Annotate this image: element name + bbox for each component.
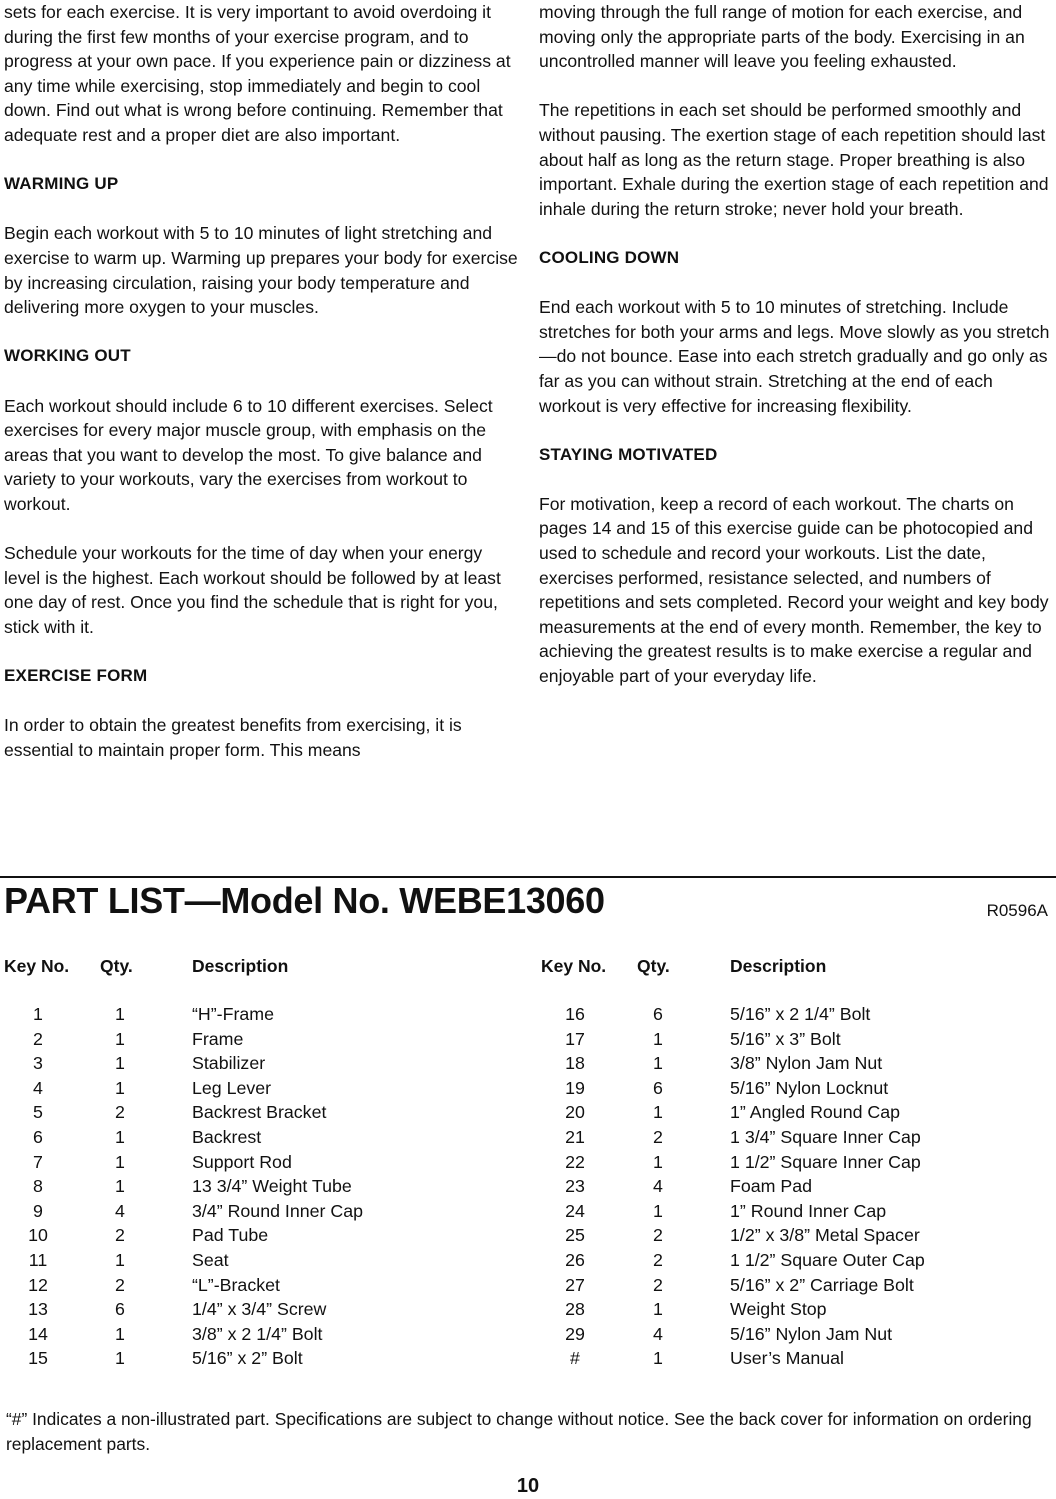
part-row — [0, 1248, 520, 1273]
part-row — [537, 1273, 1056, 1298]
part-list-footnote: “#” Indicates a non-illustrated part. Specifications are subject to change without notice. See the back cover for information on ordering replacement parts. — [6, 1409, 1032, 1454]
key-no-header: Key No. — [4, 956, 70, 976]
part-list-title: PART LIST—Model No. WEBE13060 — [4, 880, 605, 921]
working-out-heading: WORKING OUT — [4, 346, 131, 366]
part-description: Seat — [192, 1249, 229, 1270]
part-key-no: 4 — [33, 1077, 43, 1098]
part-description: 5/16” Nylon Jam Nut — [730, 1323, 893, 1344]
part-description: 1/4” x 3/4” Screw — [192, 1299, 327, 1320]
part-row — [537, 1027, 1056, 1052]
part-qty: 1 — [115, 1004, 125, 1024]
part-qty: 1 — [653, 1053, 663, 1074]
part-qty: 1 — [653, 1299, 663, 1320]
part-row — [537, 1100, 1056, 1125]
part-description: 13 3/4” Weight Tube — [192, 1176, 352, 1197]
part-row — [0, 1174, 520, 1199]
part-key-no: 2 — [33, 1028, 43, 1049]
part-description: Stabilizer — [192, 1053, 266, 1074]
part-description: Frame — [192, 1028, 244, 1049]
part-row — [537, 1051, 1056, 1076]
part-description: User’s Manual — [730, 1348, 844, 1369]
page-number: 10 — [516, 1475, 540, 1497]
description-header: Description — [192, 956, 289, 976]
part-key-no: 15 — [28, 1348, 48, 1369]
warming-up-heading: WARMING UP — [4, 174, 119, 194]
part-description: Leg Lever — [192, 1077, 272, 1098]
part-qty: 2 — [115, 1102, 125, 1123]
part-key-no: 1 — [33, 1004, 43, 1024]
part-key-no: 3 — [33, 1053, 43, 1074]
exercise-form-paragraph: In order to obtain the greatest benefits from exercising, it is essential to maintain proper form. This means — [4, 715, 462, 760]
part-row — [537, 1199, 1056, 1224]
part-key-no: 26 — [565, 1249, 585, 1270]
part-qty: 1 — [653, 1151, 663, 1172]
part-key-no: # — [570, 1348, 580, 1369]
part-row — [0, 1297, 520, 1322]
part-row — [0, 1346, 520, 1371]
part-qty: 4 — [115, 1200, 125, 1221]
part-key-no: 7 — [33, 1151, 43, 1172]
part-qty: 2 — [653, 1274, 663, 1295]
part-description: 3/8” x 2 1/4” Bolt — [192, 1323, 323, 1344]
part-description: 5/16” x 3” Bolt — [730, 1028, 841, 1049]
part-table-header — [537, 954, 1056, 1002]
part-rows-right — [537, 1002, 1056, 1371]
part-qty: 6 — [653, 1077, 663, 1098]
intro-paragraph: sets for each exercise. It is very important to avoid overdoing it during the first few months of your exercise program, and to progress at your own pace. If you experience pain or dizziness at any time while exercising, stop immediately and begin to cool down. Find out what is wrong before continuing. Remember that adequate rest and a proper diet are also important. — [4, 2, 511, 145]
part-qty: 1 — [115, 1249, 125, 1270]
part-key-no: 23 — [565, 1176, 585, 1197]
part-description: “H”-Frame — [192, 1004, 274, 1024]
exercise-form-heading: EXERCISE FORM — [4, 666, 148, 686]
part-row — [537, 1002, 1056, 1027]
part-key-no: 6 — [33, 1126, 43, 1147]
part-key-no: 27 — [565, 1274, 585, 1295]
part-description: 3/8” Nylon Jam Nut — [730, 1053, 883, 1074]
part-row — [0, 1199, 520, 1224]
part-qty: 1 — [115, 1176, 125, 1197]
part-description: 1/2” x 3/8” Metal Spacer — [730, 1225, 920, 1246]
part-key-no: 21 — [565, 1126, 585, 1147]
part-description: 1” Round Inner Cap — [730, 1200, 887, 1221]
part-qty: 1 — [653, 1102, 663, 1123]
part-description: Pad Tube — [192, 1225, 269, 1246]
part-row — [0, 1027, 520, 1052]
part-key-no: 17 — [565, 1028, 585, 1049]
part-key-no: 9 — [33, 1200, 43, 1221]
part-row — [0, 1322, 520, 1347]
part-qty: 1 — [653, 1028, 663, 1049]
staying-motivated-paragraph: For motivation, keep a record of each workout. The charts on pages 14 and 15 of this exercise guide can be photocopied and used to schedule and record your workouts. List the date, exercises performed, resistance selected, and numbers of repetitions and sets completed. Record your weight and key body measurements at the end of every month. Remember, the key to achieving the greatest results is to make exercise a regular and enjoyable part of your everyday life. — [539, 493, 1049, 687]
part-qty: 1 — [115, 1077, 125, 1098]
part-list-code: R0596A — [986, 901, 1048, 920]
part-description: Weight Stop — [730, 1299, 827, 1320]
part-qty: 1 — [115, 1151, 125, 1172]
part-qty: 2 — [653, 1126, 663, 1147]
part-key-no: 10 — [28, 1225, 48, 1246]
part-row — [0, 1150, 520, 1175]
part-row — [0, 1100, 520, 1125]
part-qty: 2 — [653, 1225, 663, 1246]
part-description: 5/16” x 2 1/4” Bolt — [730, 1004, 871, 1024]
part-qty: 2 — [115, 1225, 125, 1246]
qty-header: Qty. — [100, 956, 133, 976]
part-key-no: 8 — [33, 1176, 43, 1197]
part-key-no: 5 — [33, 1102, 43, 1123]
part-rows-left — [0, 1002, 520, 1371]
part-key-no: 11 — [28, 1249, 48, 1270]
part-qty: 1 — [115, 1126, 125, 1147]
part-qty: 4 — [653, 1176, 663, 1197]
exercise-form-continued-paragraph: moving through the full range of motion for each exercise, and moving only the appropriate parts of the body. Exercising in an uncontrolled manner will leave you feeling exhausted. — [539, 2, 1025, 72]
part-row — [537, 1223, 1056, 1248]
part-description: 1 1/2” Square Inner Cap — [730, 1151, 921, 1172]
section-divider — [0, 876, 1056, 878]
part-row — [537, 1174, 1056, 1199]
part-table-left — [0, 954, 520, 1371]
key-no-header: Key No. — [541, 956, 607, 976]
part-row — [0, 1125, 520, 1150]
part-row — [0, 1002, 520, 1027]
part-description: “L”-Bracket — [192, 1274, 280, 1295]
part-description: Support Rod — [192, 1151, 292, 1172]
part-qty: 1 — [115, 1028, 125, 1049]
description-header: Description — [730, 956, 827, 976]
part-qty: 2 — [115, 1274, 125, 1295]
part-description: 1 1/2” Square Outer Cap — [730, 1249, 925, 1270]
part-qty: 1 — [653, 1348, 663, 1369]
working-out-paragraph-1: Each workout should include 6 to 10 different exercises. Select exercises for every major muscle group, with emphasis on the areas that you want to develop the most. To give balance and variety to your workouts, vary the exercises from workout to workout. — [4, 395, 493, 514]
part-key-no: 22 — [565, 1151, 585, 1172]
part-row — [537, 1125, 1056, 1150]
part-description: 5/16” x 2” Carriage Bolt — [730, 1274, 914, 1295]
part-key-no: 29 — [565, 1323, 585, 1344]
left-text-column — [4, 0, 519, 787]
part-qty: 1 — [115, 1348, 125, 1369]
part-description: 3/4” Round Inner Cap — [192, 1200, 364, 1221]
part-qty: 6 — [653, 1004, 663, 1024]
qty-header: Qty. — [637, 956, 670, 976]
part-table-right — [537, 954, 1056, 1371]
repetitions-paragraph: The repetitions in each set should be performed smoothly and without pausing. The exertion stage of each repetition should last about half as long as the return stage. Proper breathing is also important. Exhale during the exertion stage of each repetition and inhale during the return stroke; never hold your breath. — [539, 100, 1049, 219]
warming-up-paragraph: Begin each workout with 5 to 10 minutes of light stretching and exercise to warm up. Warming up prepares your body for exercise by increasing circulation, raising your body temperature and delivering more oxygen to your muscles. — [4, 223, 518, 318]
right-text-column — [539, 0, 1055, 713]
part-description: 1” Angled Round Cap — [730, 1102, 901, 1123]
part-key-no: 14 — [28, 1323, 48, 1344]
part-key-no: 28 — [565, 1299, 585, 1320]
part-key-no: 20 — [565, 1102, 585, 1123]
part-row — [537, 1322, 1056, 1347]
part-row — [537, 1150, 1056, 1175]
part-description: 1 3/4” Square Inner Cap — [730, 1126, 921, 1147]
part-key-no: 13 — [28, 1299, 48, 1320]
part-row — [537, 1346, 1056, 1371]
part-qty: 6 — [115, 1299, 125, 1320]
part-row — [0, 1051, 520, 1076]
part-key-no: 25 — [565, 1225, 585, 1246]
part-key-no: 16 — [565, 1004, 585, 1024]
part-key-no: 24 — [565, 1200, 585, 1221]
part-row — [537, 1297, 1056, 1322]
part-description: 5/16” x 2” Bolt — [192, 1348, 303, 1369]
cooling-down-paragraph: End each workout with 5 to 10 minutes of stretching. Include stretches for both your arms and legs. Move slowly as you stretch—do not bounce. Ease into each stretch gradually and go only as far as you can without strain. Stretching at the end of each workout is very effective for increasing flexibility. — [539, 297, 1050, 416]
part-row — [0, 1076, 520, 1101]
part-description: Foam Pad — [730, 1176, 813, 1197]
part-qty: 2 — [653, 1249, 663, 1270]
part-qty: 1 — [115, 1323, 125, 1344]
staying-motivated-heading: STAYING MOTIVATED — [539, 444, 718, 464]
part-qty: 1 — [115, 1053, 125, 1074]
part-description: Backrest Bracket — [192, 1102, 327, 1123]
part-row — [0, 1273, 520, 1298]
part-key-no: 12 — [28, 1274, 48, 1295]
part-qty: 1 — [653, 1200, 663, 1221]
part-description: 5/16” Nylon Locknut — [730, 1077, 889, 1098]
part-description: Backrest — [192, 1126, 262, 1147]
cooling-down-heading: COOLING DOWN — [539, 247, 680, 267]
part-row — [537, 1248, 1056, 1273]
part-row — [537, 1076, 1056, 1101]
part-key-no: 19 — [565, 1077, 585, 1098]
part-qty: 4 — [653, 1323, 663, 1344]
working-out-paragraph-2: Schedule your workouts for the time of day when your energy level is the highest. Each workout should be followed by at least one day of rest. Once you find the schedule that is right for you, stick with it. — [4, 543, 501, 637]
part-table-header — [0, 954, 520, 1002]
part-row — [0, 1223, 520, 1248]
part-key-no: 18 — [565, 1053, 585, 1074]
